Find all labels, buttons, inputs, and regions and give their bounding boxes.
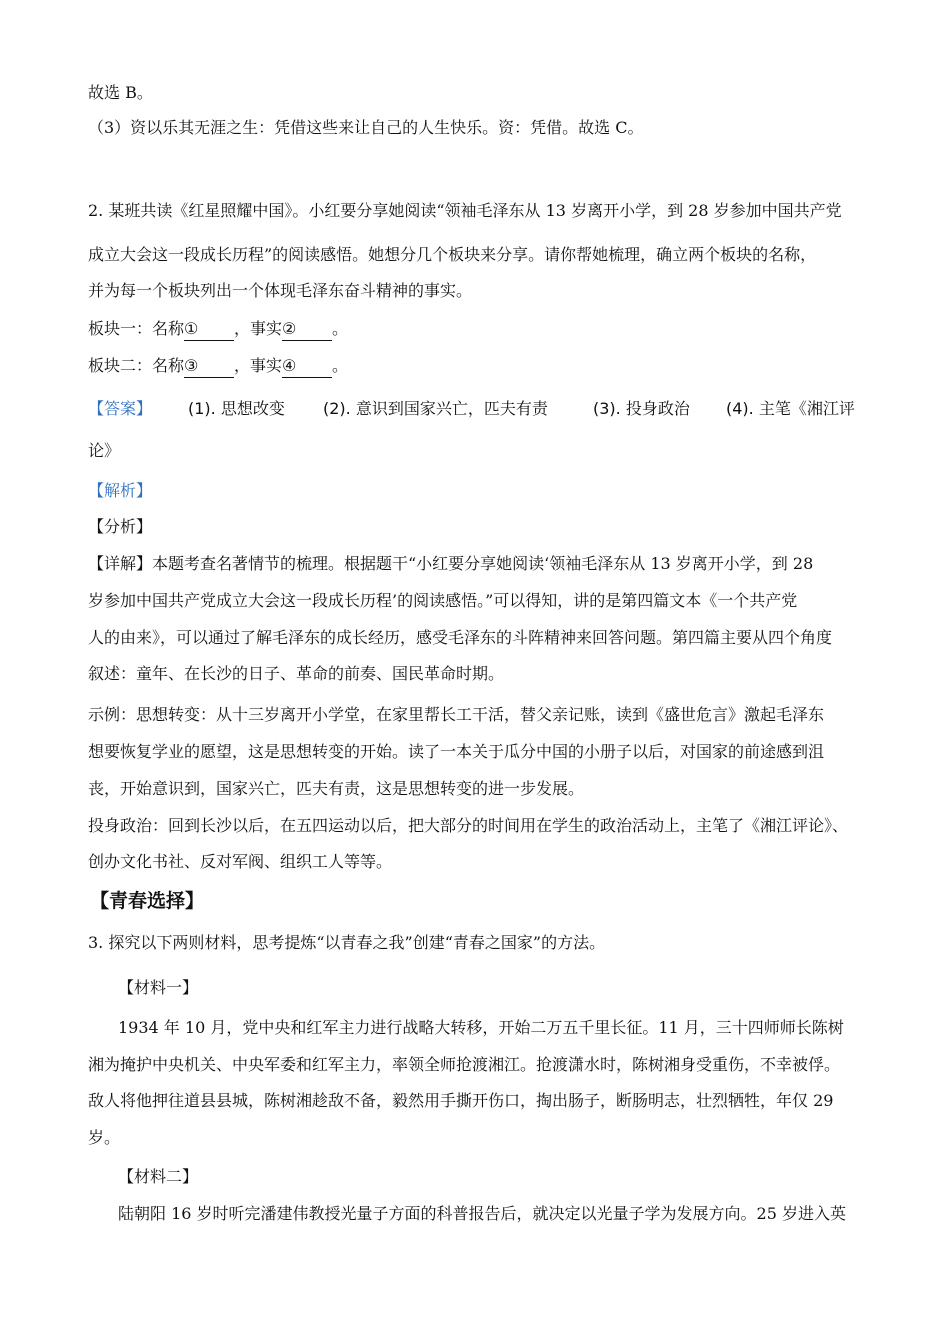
material-2-line-1: 陆朝阳 16 岁时听完潘建伟教授光量子方面的科普报告后，就决定以光量子学为发展方向。25 岁进入英	[118, 1204, 846, 1223]
detail-line-9: 创办文化书社、反对军阀、组织工人等等。	[88, 852, 393, 871]
blank-1-marker: ①	[184, 319, 199, 338]
block1-prefix: 板块一：名称	[88, 319, 185, 338]
q2-stem-line-1: 2. 某班共读《红星照耀中国》。小红要分享她阅读“领袖毛泽东从 13 岁离开小学，到 28 岁参加中国共产党	[88, 201, 842, 220]
top-line-2: （3）资以乐其无涯之生：凭借这些来让自己的人生快乐。资：凭借。故选 C。	[88, 118, 644, 137]
block1-end: 。	[332, 319, 349, 338]
detail-line-2: 岁参加中国共产党成立大会这一段成长历程’的阅读感悟。”可以得知，讲的是第四篇文本《一个共产党	[88, 591, 798, 610]
detail-line-6: 想要恢复学业的愿望，这是思想转变的开始。读了一本关于瓜分中国的小册子以后，对国家的前途感到沮	[88, 742, 825, 761]
answer-3: (3). 投身政治	[593, 399, 690, 418]
q2-block-1	[88, 318, 348, 341]
detail-line-3: 人的由来》，可以通过了解毛泽东的成长经历，感受毛泽东的斗阵精神来回答问题。第四篇主要从四个角度	[88, 628, 833, 647]
blank-2-marker: ②	[282, 319, 297, 338]
blank-2	[282, 318, 332, 341]
block2-mid: ，事实	[234, 356, 283, 375]
block2-end: 。	[332, 356, 349, 375]
material-1-line-1: 1934 年 10 月，党中央和红军主力进行战略大转移，开始二万五千里长征。11 月，三十四师师长陈树	[118, 1018, 844, 1037]
blank-3-marker: ③	[184, 356, 199, 375]
answer-line	[88, 398, 868, 420]
material-1-line-4: 岁。	[88, 1128, 121, 1147]
answer-2: (2). 意识到国家兴亡，匹夫有责	[323, 399, 548, 418]
q3-stem: 3. 探究以下两则材料，思考提炼“以青春之我”创建“青春之国家”的方法。	[88, 933, 606, 952]
block1-mid: ，事实	[234, 319, 283, 338]
blank-1	[184, 318, 234, 341]
detail-line-4: 叙述：童年、在长沙的日子、革命的前奏、国民革命时期。	[88, 664, 505, 683]
section-title: 【青春选择】	[90, 890, 205, 912]
answer-4: (4). 主笔《湘江评	[726, 399, 855, 418]
q2-block-2	[88, 355, 348, 378]
blank-4-marker: ④	[282, 356, 297, 375]
answer-wrap: 论》	[88, 441, 121, 460]
material-1-line-3: 敌人将他押往道县县城，陈树湘趁敌不备，毅然用手撕开伤口，掏出肠子，断肠明志，壮烈牺牲，年仅 29	[88, 1091, 834, 1110]
block2-prefix: 板块二：名称	[88, 356, 185, 375]
blank-3	[184, 355, 234, 378]
fenxi-tag: 【分析】	[88, 517, 153, 536]
detail-line-5: 示例：思想转变：从十三岁离开小学堂，在家里帮长工干活，替父亲记账，读到《盛世危言》激起毛泽东	[88, 705, 825, 724]
material-1-title: 【材料一】	[118, 978, 199, 997]
analysis-tag: 【解析】	[88, 481, 153, 500]
detail-line-8: 投身政治：回到长沙以后，在五四运动以后，把大部分的时间用在学生的政治活动上，主笔了《湘江评论》、	[88, 816, 849, 835]
material-2-title: 【材料二】	[118, 1167, 199, 1186]
detail-line-1: 【详解】本题考查名著情节的梳理。根据题干“小红要分享她阅读‘领袖毛泽东从 13 岁离开小学，到 28	[88, 554, 814, 573]
blank-4	[282, 355, 332, 378]
material-1-line-2: 湘为掩护中央机关、中央军委和红军主力，率领全师抢渡湘江。抢渡潇水时，陈树湘身受重伤，不幸被俘。	[88, 1055, 841, 1074]
q2-stem-line-2: 成立大会这一段成长历程”的阅读感悟。她想分几个板块来分享。请你帮她梳理，确立两个板块的名称，	[88, 245, 817, 264]
answer-tag: 【答案】	[88, 399, 153, 418]
q2-stem-line-3: 并为每一个板块列出一个体现毛泽东奋斗精神的事实。	[88, 281, 473, 300]
answer-1: (1). 思想改变	[188, 399, 285, 418]
top-line-1: 故选 B。	[88, 83, 153, 102]
detail-line-7: 丧，开始意识到，国家兴亡，匹夫有责，这是思想转变的进一步发展。	[88, 779, 585, 798]
